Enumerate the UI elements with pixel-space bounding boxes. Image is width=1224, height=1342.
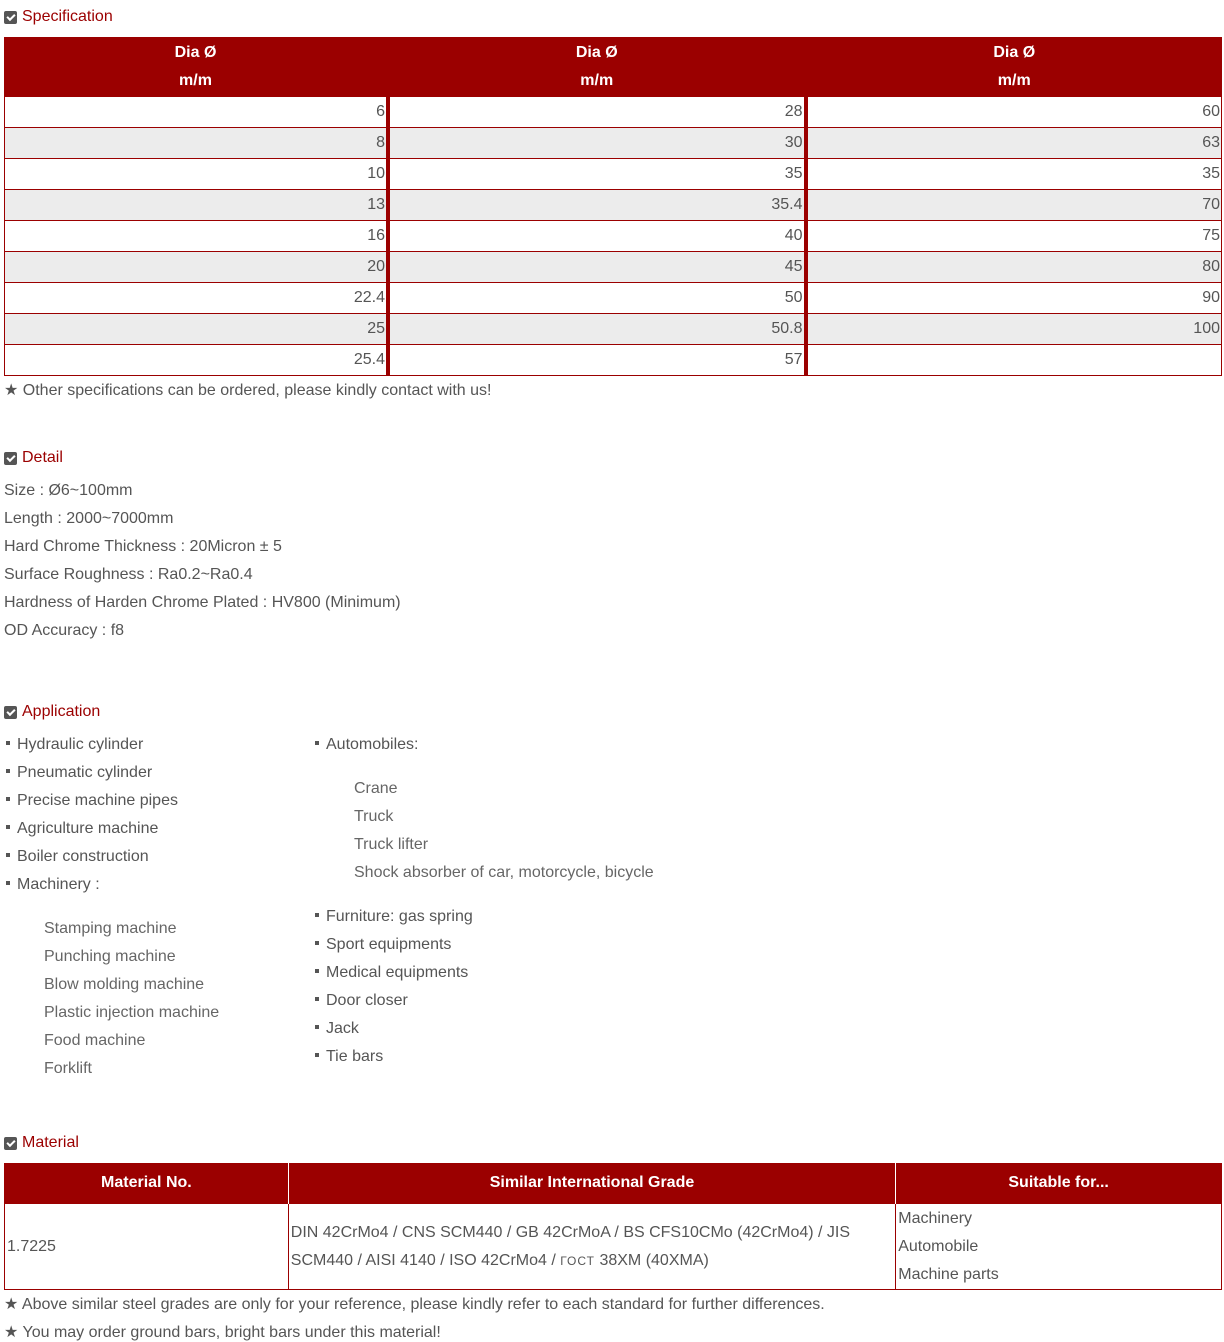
checkbox-icon xyxy=(4,452,17,465)
bullet-icon xyxy=(6,825,10,829)
table-cell: 30 xyxy=(386,127,803,158)
table-cell: 10 xyxy=(5,158,386,189)
sub-list-item: Forklift xyxy=(44,1060,92,1077)
bullet-icon xyxy=(6,769,10,773)
table-row xyxy=(5,158,1221,189)
column-header: Material No. xyxy=(5,1163,289,1204)
bullet-icon xyxy=(315,1025,319,1029)
table-cell: 6 xyxy=(5,96,386,127)
bullet-icon xyxy=(6,797,10,801)
table-cell: 80 xyxy=(804,251,1222,282)
sub-list-item: Blow molding machine xyxy=(44,976,205,993)
sub-list-item: Stamping machine xyxy=(44,920,177,937)
table-cell: 20 xyxy=(5,251,386,282)
table-cell: 16 xyxy=(5,220,386,251)
table-cell: 50.8 xyxy=(386,313,803,344)
detail-size: Size : Ø6~100mm xyxy=(4,482,133,499)
sub-list-item: Shock absorber of car, motorcycle, bicycle xyxy=(354,864,654,881)
checkbox-icon xyxy=(4,1137,17,1150)
list-item: Machinery : xyxy=(6,876,100,894)
detail-length: Length : 2000~7000mm xyxy=(4,510,174,527)
bullet-icon xyxy=(6,741,10,745)
table-row xyxy=(5,282,1221,313)
table-cell: 22.4 xyxy=(5,282,386,313)
list-item: Tie bars xyxy=(315,1048,383,1066)
table-row xyxy=(5,251,1221,282)
bullet-icon xyxy=(6,881,10,885)
sub-list-item: Food machine xyxy=(44,1032,146,1049)
table-cell: 13 xyxy=(5,189,386,220)
list-item: Medical equipments xyxy=(315,964,468,982)
detail-chrome-thickness: Hard Chrome Thickness : 20Micron ± 5 xyxy=(4,538,282,555)
specification-table xyxy=(4,37,1222,376)
sub-list-item: Punching machine xyxy=(44,948,176,965)
table-cell: 100 xyxy=(804,313,1222,344)
list-item: Jack xyxy=(315,1020,359,1038)
table-cell: 60 xyxy=(804,96,1222,127)
detail-od-accuracy: OD Accuracy : f8 xyxy=(4,622,125,639)
detail-hardness: Hardness of Harden Chrome Plated : HV800 (Minimum) xyxy=(4,594,401,611)
table-header-row xyxy=(5,1163,1222,1204)
bullet-icon xyxy=(315,997,319,1001)
list-item: Agriculture machine xyxy=(6,820,158,838)
table-row xyxy=(5,96,1221,127)
table-row xyxy=(5,127,1221,158)
column-header: Dia Ø m/m xyxy=(804,37,1222,96)
list-item: Automobiles: xyxy=(315,736,419,754)
suitable-cell: Machinery Automobile Machine parts xyxy=(896,1204,1222,1290)
table-cell: 40 xyxy=(386,220,803,251)
section-title: Detail xyxy=(22,449,63,466)
bullet-icon xyxy=(315,913,319,917)
table-cell: 63 xyxy=(804,127,1222,158)
material-note: ★ You may order ground bars, bright bars under this material! xyxy=(4,1324,441,1341)
sub-list-item: Crane xyxy=(354,780,398,797)
material-note: ★ Above similar steel grades are only for your reference, please kindly refer to each standard for further differences. xyxy=(4,1296,825,1313)
sub-list-item: Truck xyxy=(354,808,394,825)
table-cell: 90 xyxy=(804,282,1222,313)
bullet-icon xyxy=(315,969,319,973)
table-cell: 70 xyxy=(804,189,1222,220)
material-no-cell: 1.7225 xyxy=(5,1204,289,1290)
section-title: Material xyxy=(22,1134,79,1151)
column-header: Dia Ø m/m xyxy=(5,37,386,96)
bullet-icon xyxy=(315,741,319,745)
table-row xyxy=(5,1204,1222,1290)
table-row xyxy=(5,344,1221,375)
sub-list-item: Plastic injection machine xyxy=(44,1004,220,1021)
table-cell: 50 xyxy=(386,282,803,313)
checkbox-icon xyxy=(4,11,17,24)
list-item: Pneumatic cylinder xyxy=(6,764,152,782)
table-header-row xyxy=(5,37,1221,96)
table-row xyxy=(5,313,1221,344)
section-title: Specification xyxy=(22,8,113,25)
section-heading-specification xyxy=(4,7,113,27)
table-row xyxy=(5,189,1221,220)
section-heading-material xyxy=(4,1133,79,1153)
table-cell: 8 xyxy=(5,127,386,158)
bullet-icon xyxy=(6,853,10,857)
table-cell: 57 xyxy=(386,344,803,375)
section-heading-detail xyxy=(4,448,63,468)
table-cell: 25.4 xyxy=(5,344,386,375)
list-item: Furniture: gas spring xyxy=(315,908,473,926)
table-cell: 75 xyxy=(804,220,1222,251)
table-cell: 28 xyxy=(386,96,803,127)
table-cell: 25 xyxy=(5,313,386,344)
grade-cell: DIN 42CrMo4 / CNS SCM440 / GB 42CrMoA / BS CFS10CMo (42CrMo4) / JIS SCM440 / AISI 4140 / ISO 42CrMo4 / ГОСТ 38XM (40XMA) xyxy=(288,1204,895,1290)
table-cell: 35.4 xyxy=(386,189,803,220)
section-title: Application xyxy=(22,703,101,720)
checkbox-icon xyxy=(4,706,17,719)
section-heading-application xyxy=(4,702,100,722)
bullet-icon xyxy=(315,941,319,945)
list-item: Hydraulic cylinder xyxy=(6,736,143,754)
table-cell xyxy=(804,344,1222,375)
sub-list-item: Truck lifter xyxy=(354,836,429,853)
table-cell: 35 xyxy=(804,158,1222,189)
material-table xyxy=(4,1163,1222,1290)
list-item: Precise machine pipes xyxy=(6,792,178,810)
column-header: Suitable for... xyxy=(896,1163,1222,1204)
table-cell: 35 xyxy=(386,158,803,189)
specification-note: ★ Other specifications can be ordered, please kindly contact with us! xyxy=(4,382,492,399)
table-row xyxy=(5,220,1221,251)
list-item: Sport equipments xyxy=(315,936,451,954)
list-item: Door closer xyxy=(315,992,408,1010)
table-cell: 45 xyxy=(386,251,803,282)
column-header: Dia Ø m/m xyxy=(386,37,803,96)
bullet-icon xyxy=(315,1053,319,1057)
column-header: Similar International Grade xyxy=(288,1163,895,1204)
detail-surface-roughness: Surface Roughness : Ra0.2~Ra0.4 xyxy=(4,566,253,583)
list-item: Boiler construction xyxy=(6,848,149,866)
